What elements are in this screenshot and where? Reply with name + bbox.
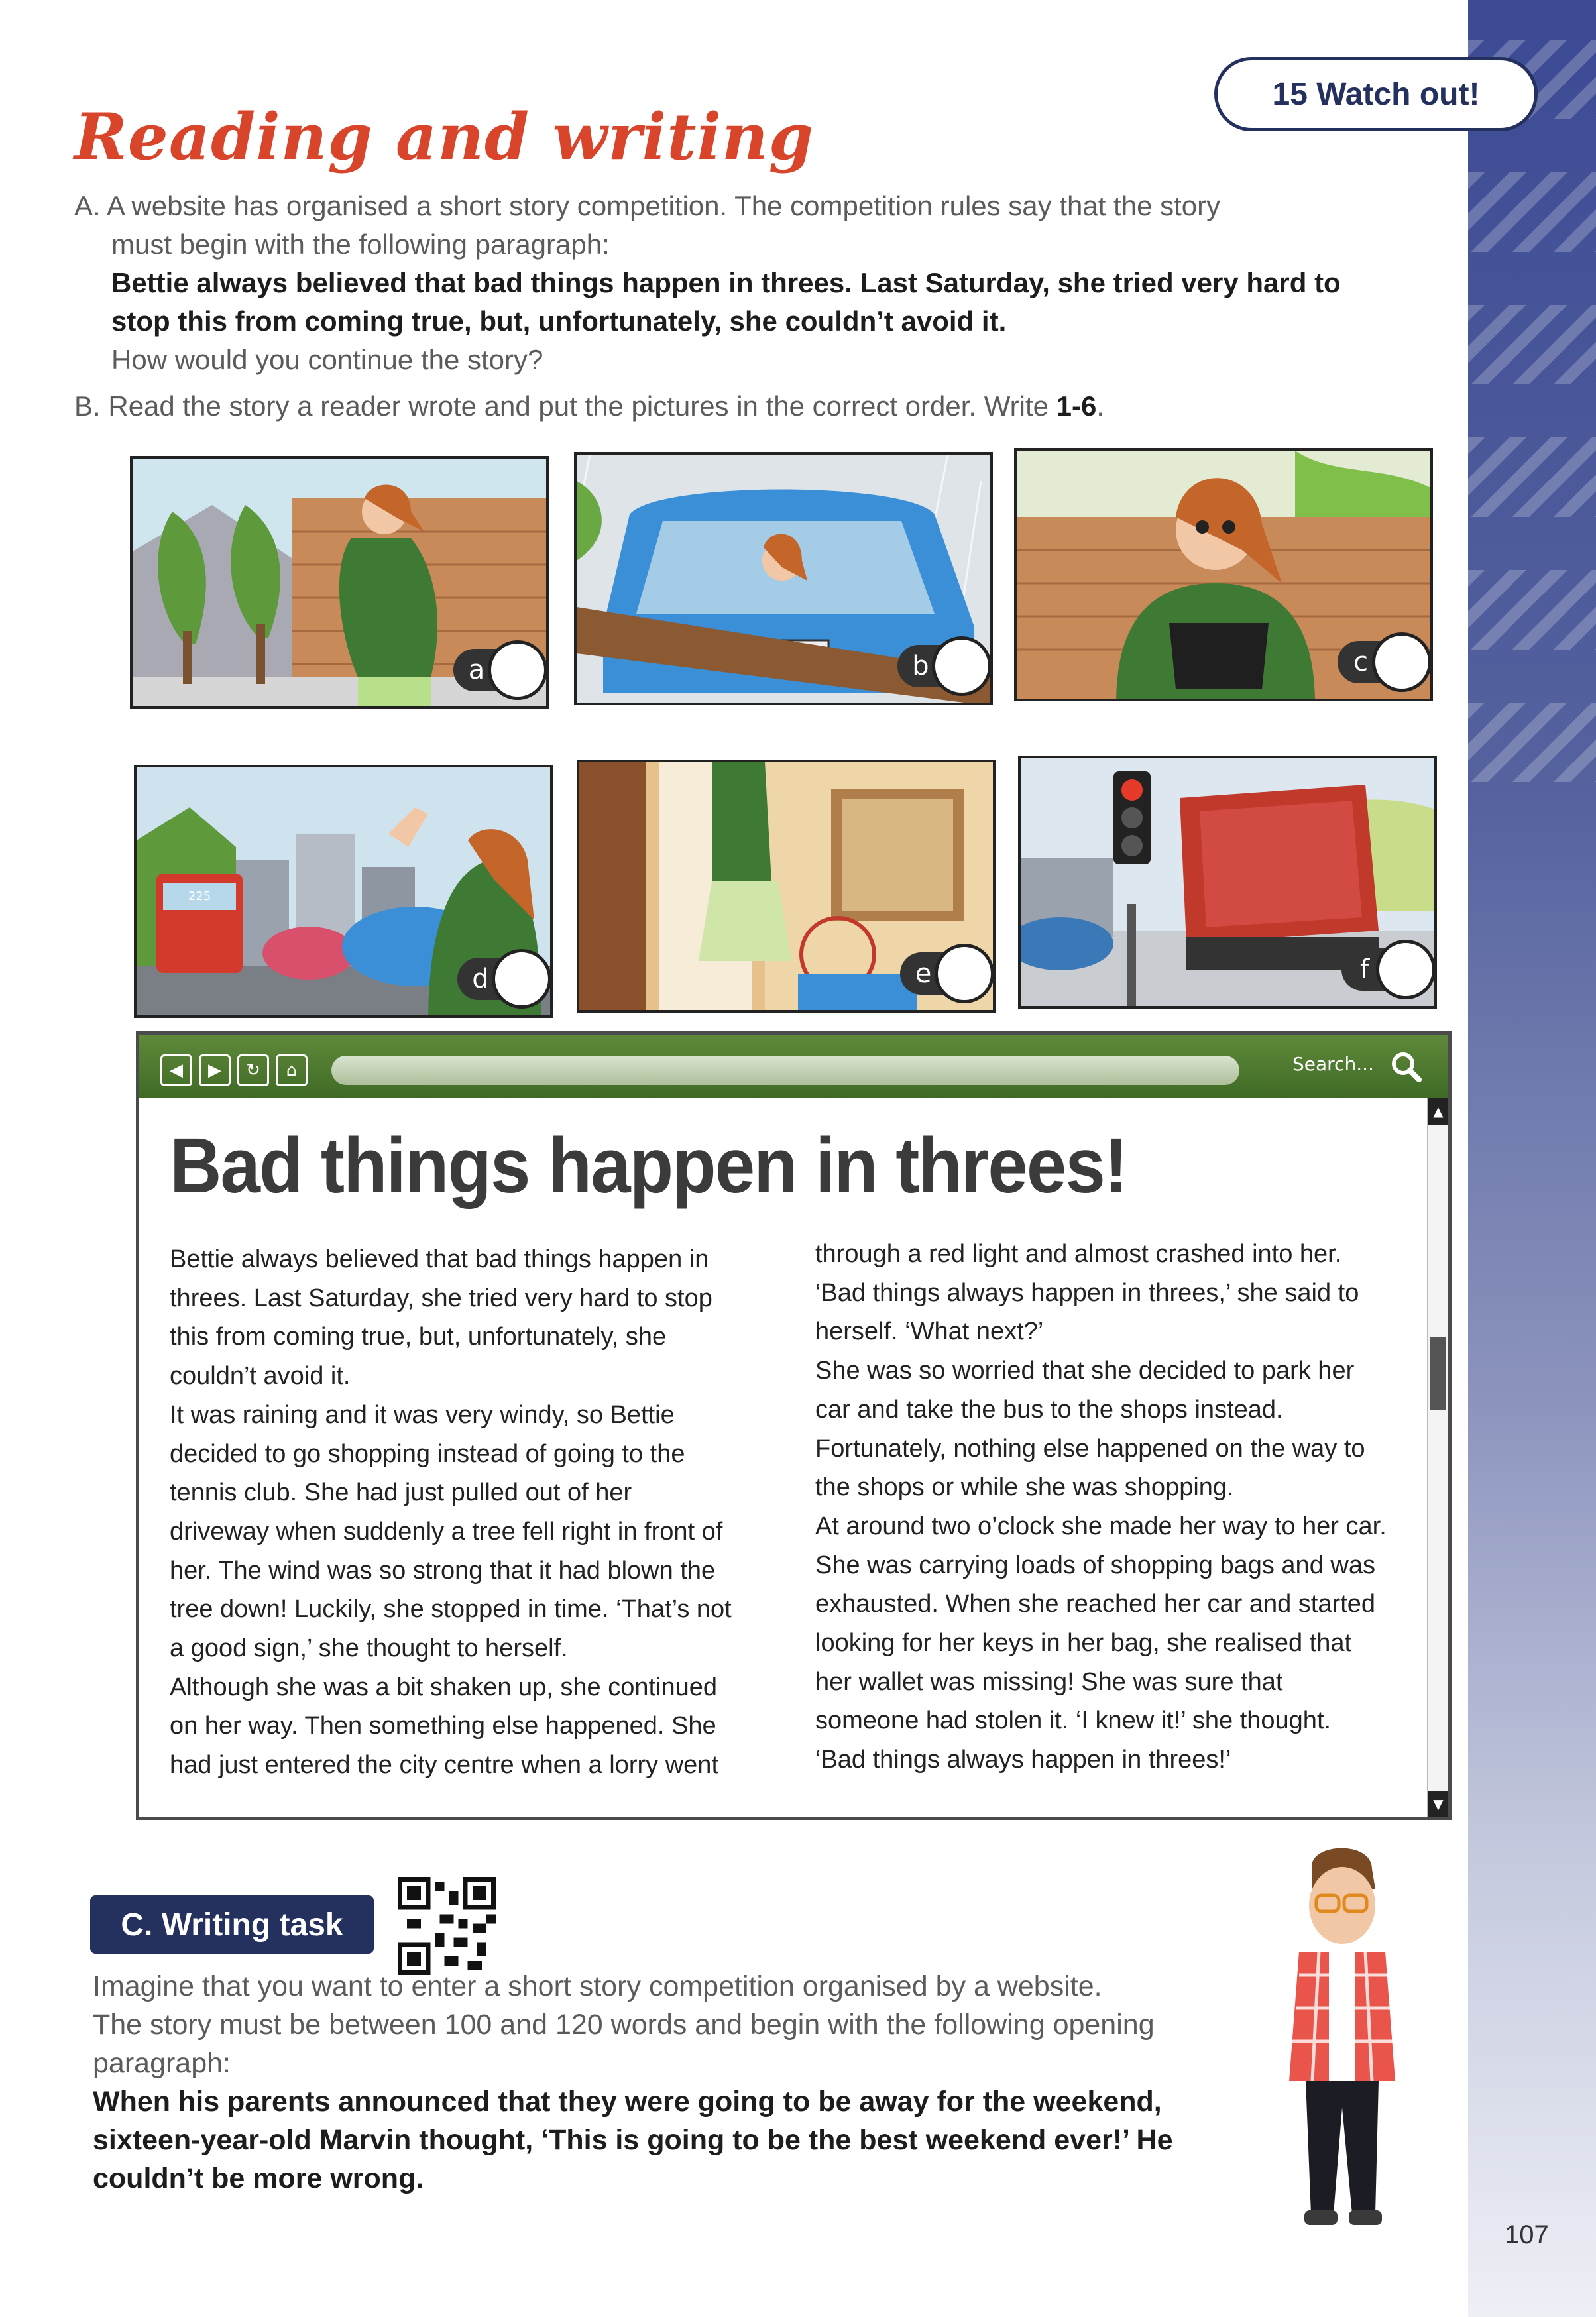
scrollbar[interactable] [1427, 1098, 1448, 1817]
section-b-end: . [1096, 390, 1105, 422]
story-left-line: Bettie always believed that bad things happen in [170, 1245, 709, 1273]
writing-task-tag: C. Writing task [90, 1895, 374, 1954]
picture-d [134, 765, 553, 1018]
picture-f [1018, 756, 1437, 1009]
section-a-letter: A. [74, 190, 101, 221]
story-left-line: a good sign,’ she thought to herself. [170, 1634, 568, 1663]
browser-toolbar [139, 1035, 1448, 1098]
story-right-line: ‘Bad things always happen in threes!’ [815, 1746, 1231, 1774]
picture-c [1014, 448, 1433, 701]
picture-b [574, 452, 993, 705]
picture-e-answer-circle[interactable] [935, 944, 994, 1003]
section-c-bold1: When his parents announced that they were going to be away for the weekend, [93, 2086, 1162, 2118]
story-right-line: looking for her keys in her bag, she realised that [815, 1629, 1352, 1658]
section-a-bold2: stop this from coming true, but, unfortunately, she couldn’t avoid it. [111, 306, 1007, 337]
picture-f-label [1341, 940, 1436, 999]
refresh-button[interactable]: ↻ [237, 1054, 269, 1086]
picture-e-letter: e [900, 952, 946, 995]
story-left-line: decided to go shopping instead of going to the [170, 1440, 685, 1468]
story-left-line: Although she was a bit shaken up, she continued [170, 1673, 718, 1701]
scroll-thumb[interactable] [1430, 1337, 1446, 1410]
story-left-line: this from coming true, but, unfortunately, she [170, 1323, 667, 1351]
section-c-bold2: sixteen-year-old Marvin thought, ‘This is going to be the best weekend ever!’ He [93, 2124, 1173, 2156]
story-left-line: It was raining and it was very windy, so Bettie [170, 1400, 675, 1429]
section-b-text: Read the story a reader wrote and put the pictures in the correct order. Write [108, 390, 1056, 422]
picture-c-answer-circle[interactable] [1372, 632, 1432, 692]
story-left-line: threes. Last Saturday, she tried very hard to stop [170, 1284, 712, 1312]
picture-a [130, 456, 549, 709]
picture-a-answer-circle[interactable] [488, 640, 547, 700]
picture-b-label [897, 636, 992, 696]
picture-f-answer-circle[interactable] [1376, 940, 1436, 999]
section-c-line3: paragraph: [93, 2047, 231, 2079]
picture-a-letter: a [453, 649, 500, 691]
scroll-down-arrow-icon[interactable]: ▼ [1428, 1791, 1448, 1817]
story-left-line: her. The wind was so strong that it had blown the [170, 1556, 716, 1585]
section-b-letter: B. [74, 390, 101, 422]
section-c-line1: Imagine that you want to enter a short story competition organised by a website. [93, 1970, 1102, 2002]
picture-e [577, 760, 996, 1013]
story-right-line: At around two o’clock she made her way to her car. [815, 1512, 1387, 1540]
browser-nav-buttons [160, 1054, 308, 1086]
story-left-line: tennis club. She had just pulled out of her [170, 1479, 632, 1507]
home-button[interactable]: ⌂ [276, 1054, 308, 1086]
page-number: 107 [1505, 2220, 1549, 2249]
picture-d-answer-circle[interactable] [492, 949, 551, 1009]
story-title: Bad things happen in threes! [170, 1122, 1127, 1210]
picture-f-letter: f [1341, 948, 1388, 991]
story-right-line: her wallet was missing! She was sure that [815, 1667, 1283, 1696]
section-b-range: 1-6 [1056, 390, 1097, 422]
story-right-line: She was so worried that she decided to park her [815, 1357, 1355, 1385]
section-a-question: How would you continue the story? [111, 344, 543, 375]
story-right-line: the shops or while she was shopping. [815, 1473, 1234, 1502]
picture-d-label [457, 949, 551, 1009]
story-left-line: had just entered the city centre when a lorry went [170, 1751, 719, 1780]
section-a [74, 187, 1433, 379]
story-right-line: Fortunately, nothing else happened on the way to [815, 1434, 1365, 1463]
picture-c-label [1338, 632, 1432, 692]
picture-e-label [900, 944, 994, 1003]
bus-number: 225 [188, 889, 211, 903]
section-a-line1: A website has organised a short story competition. The competition rules say that the story [107, 190, 1221, 221]
story-right-line: She was carrying loads of shopping bags and was [815, 1551, 1375, 1579]
section-c [93, 1967, 1299, 2198]
picture-b-letter: b [897, 645, 944, 687]
story-left-line: tree down! Luckily, she stopped in time. ‘That’s not [170, 1595, 732, 1624]
story-left-line: on her way. Then something else happened. She [170, 1712, 716, 1740]
story-column-left [170, 1240, 766, 1785]
story-left-line: couldn’t avoid it. [170, 1362, 351, 1390]
story-column-right [815, 1235, 1425, 1780]
picture-a-label [453, 640, 547, 700]
story-right-line: someone had stolen it. ‘I knew it!’ she thought. [815, 1707, 1332, 1735]
boy-character-illustration [1259, 1842, 1418, 2240]
qr-code-icon [398, 1877, 496, 1975]
decorative-side-band [1468, 0, 1596, 2317]
section-a-line2: must begin with the following paragraph: [111, 229, 610, 260]
search-icon[interactable] [1389, 1049, 1423, 1084]
unit-badge: 15 Watch out! [1214, 57, 1538, 131]
story-right-line: car and take the bus to the shops instead. [815, 1395, 1283, 1424]
search-label[interactable]: Search... [1292, 1053, 1374, 1075]
story-right-line: herself. ‘What next?’ [815, 1318, 1044, 1346]
address-bar[interactable] [331, 1056, 1239, 1085]
story-right-line: through a red light and almost crashed into her. [815, 1240, 1342, 1268]
section-c-line2: The story must be between 100 and 120 words and begin with the following opening [93, 2009, 1155, 2041]
section-c-bold3: couldn’t be more wrong. [93, 2163, 424, 2194]
story-right-line: exhausted. When she reached her car and started [815, 1590, 1375, 1618]
back-button[interactable]: ◀ [160, 1054, 192, 1086]
section-heading: Reading and writing [74, 99, 814, 174]
story-browser-window [136, 1031, 1452, 1820]
story-left-line: driveway when suddenly a tree fell right in front of [170, 1517, 723, 1546]
section-a-bold1: Bettie always believed that bad things happen in threes. Last Saturday, she tried very hard to [111, 267, 1341, 298]
picture-b-answer-circle[interactable] [932, 636, 992, 696]
story-right-line: ‘Bad things always happen in threes,’ she said to [815, 1278, 1359, 1307]
forward-button[interactable]: ▶ [199, 1054, 231, 1086]
picture-c-letter: c [1338, 641, 1384, 683]
picture-d-letter: d [457, 958, 504, 1000]
section-b [74, 387, 1433, 425]
scroll-up-arrow-icon[interactable]: ▲ [1428, 1098, 1448, 1125]
